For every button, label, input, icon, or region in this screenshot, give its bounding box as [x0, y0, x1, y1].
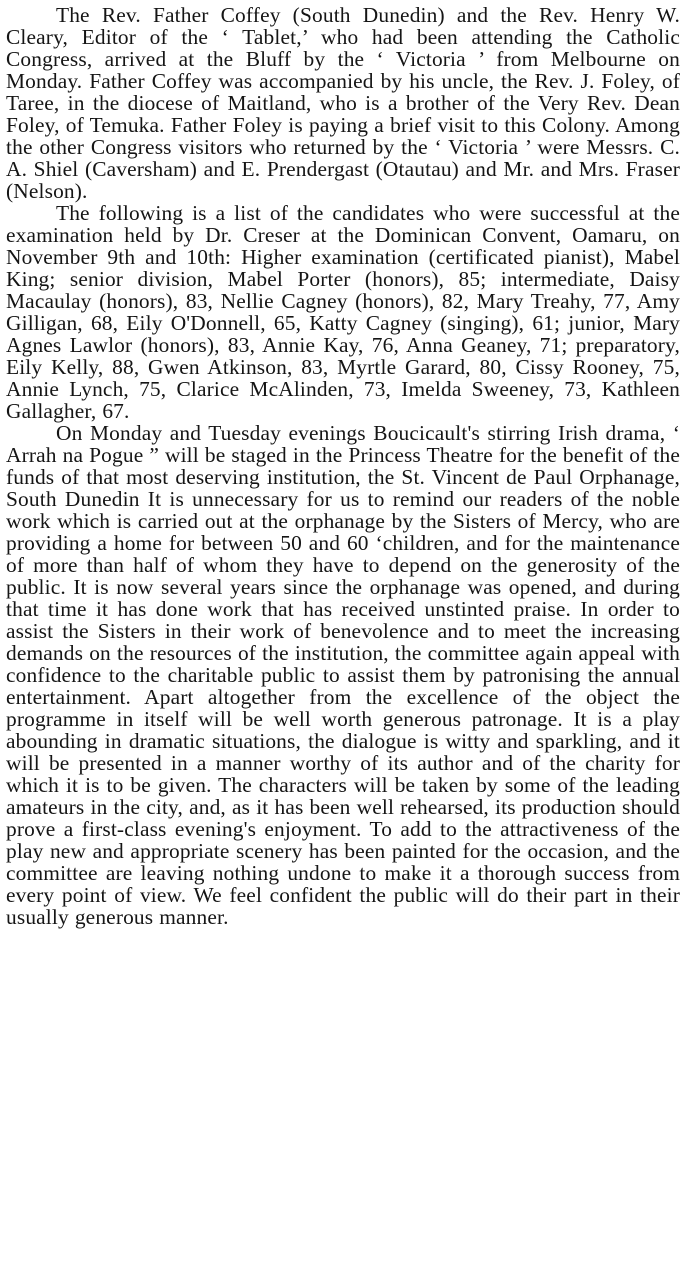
paragraph-exam-results: The following is a list of the candidates who were successful at the examination held by Dr. Creser at the Dominican Convent, Oamaru, on November 9th and 10th: Higher examination (certificated pianist), Mabel King; senior division, Mabel Porter (honors), 85; intermediate, Daisy Macaulay (honors), 83, Nellie Cagney (honors), 82, Mary Treahy, 77, Amy Gilligan, 68, Eily O'Donnell, 65, Katty Cagney (singing), 61; junior, Mary Agnes Lawlor (honors), 83, Annie Kay, 76, Anna Geaney, 71; preparatory, Eily Kelly, 88, Gwen Atkinson, 83, Myrtle Garard, 80, Cissy Rooney, 75, Annie Lynch, 75, Clarice McAlinden, 73, Imelda Sweeney, 73, Kathleen Gallagher, 67.	[6, 201, 680, 423]
paragraph-orphanage-drama: On Monday and Tuesday evenings Boucicault's stirring Irish drama, ‘ Arrah na Pogue ” will be staged in the Princess Theatre for the benefit of the funds of that most deserving institution, the St. Vincent de Paul Orphanage, South Dunedin It is unnecessary for us to remind our readers of the noble work which is carried out at the orphanage by the Sisters of Mercy, who are providing a home for between 50 and 60 ‘children, and for the maintenance of more than half of whom they have to depend on the generosity of the public. It is now several years since the orphanage was opened, and during that time it has done work that has received unstinted praise. In order to assist the Sisters in their work of benevolence and to meet the increasing demands on the resources of the institution, the committee again appeal with confidence to the charitable public to assist them by patronising the annual entertainment. Apart altogether from the excellence of the object the programme in itself will be well worth generous patronage. It is a play abounding in dramatic situations, the dialogue is witty and sparkling, and it will be presented in a manner worthy of its author and of the charity for which it is to be given. The characters will be taken by some of the leading amateurs in the city, and, as it has been well rehearsed, its production should prove a first-class evening's enjoyment. To add to the attractiveness of the play new and appropriate scenery has been painted for the occasion, and the committee are leaving nothing undone to make it a thorough success from every point of view. We feel confident the public will do their part in their usually generous manner.	[6, 421, 680, 929]
paragraph-clergy-return: The Rev. Father Coffey (South Dunedin) and the Rev. Henry W. Cleary, Editor of the ‘ Tablet,’ who had been attending the Catholic Congress, arrived at the Bluff by the ‘ Victoria ’ from Melbourne on Monday. Father Coffey was accompanied by his uncle, the Rev. J. Foley, of Taree, in the diocese of Maitland, who is a brother of the Very Rev. Dean Foley, of Temuka. Father Foley is paying a brief visit to this Colony. Among the other Congress visitors who returned by the ‘ Victoria ’ were Messrs. C. A. Shiel (Caversham) and E. Prendergast (Otautau) and Mr. and Mrs. Fraser (Nelson).	[6, 3, 680, 203]
